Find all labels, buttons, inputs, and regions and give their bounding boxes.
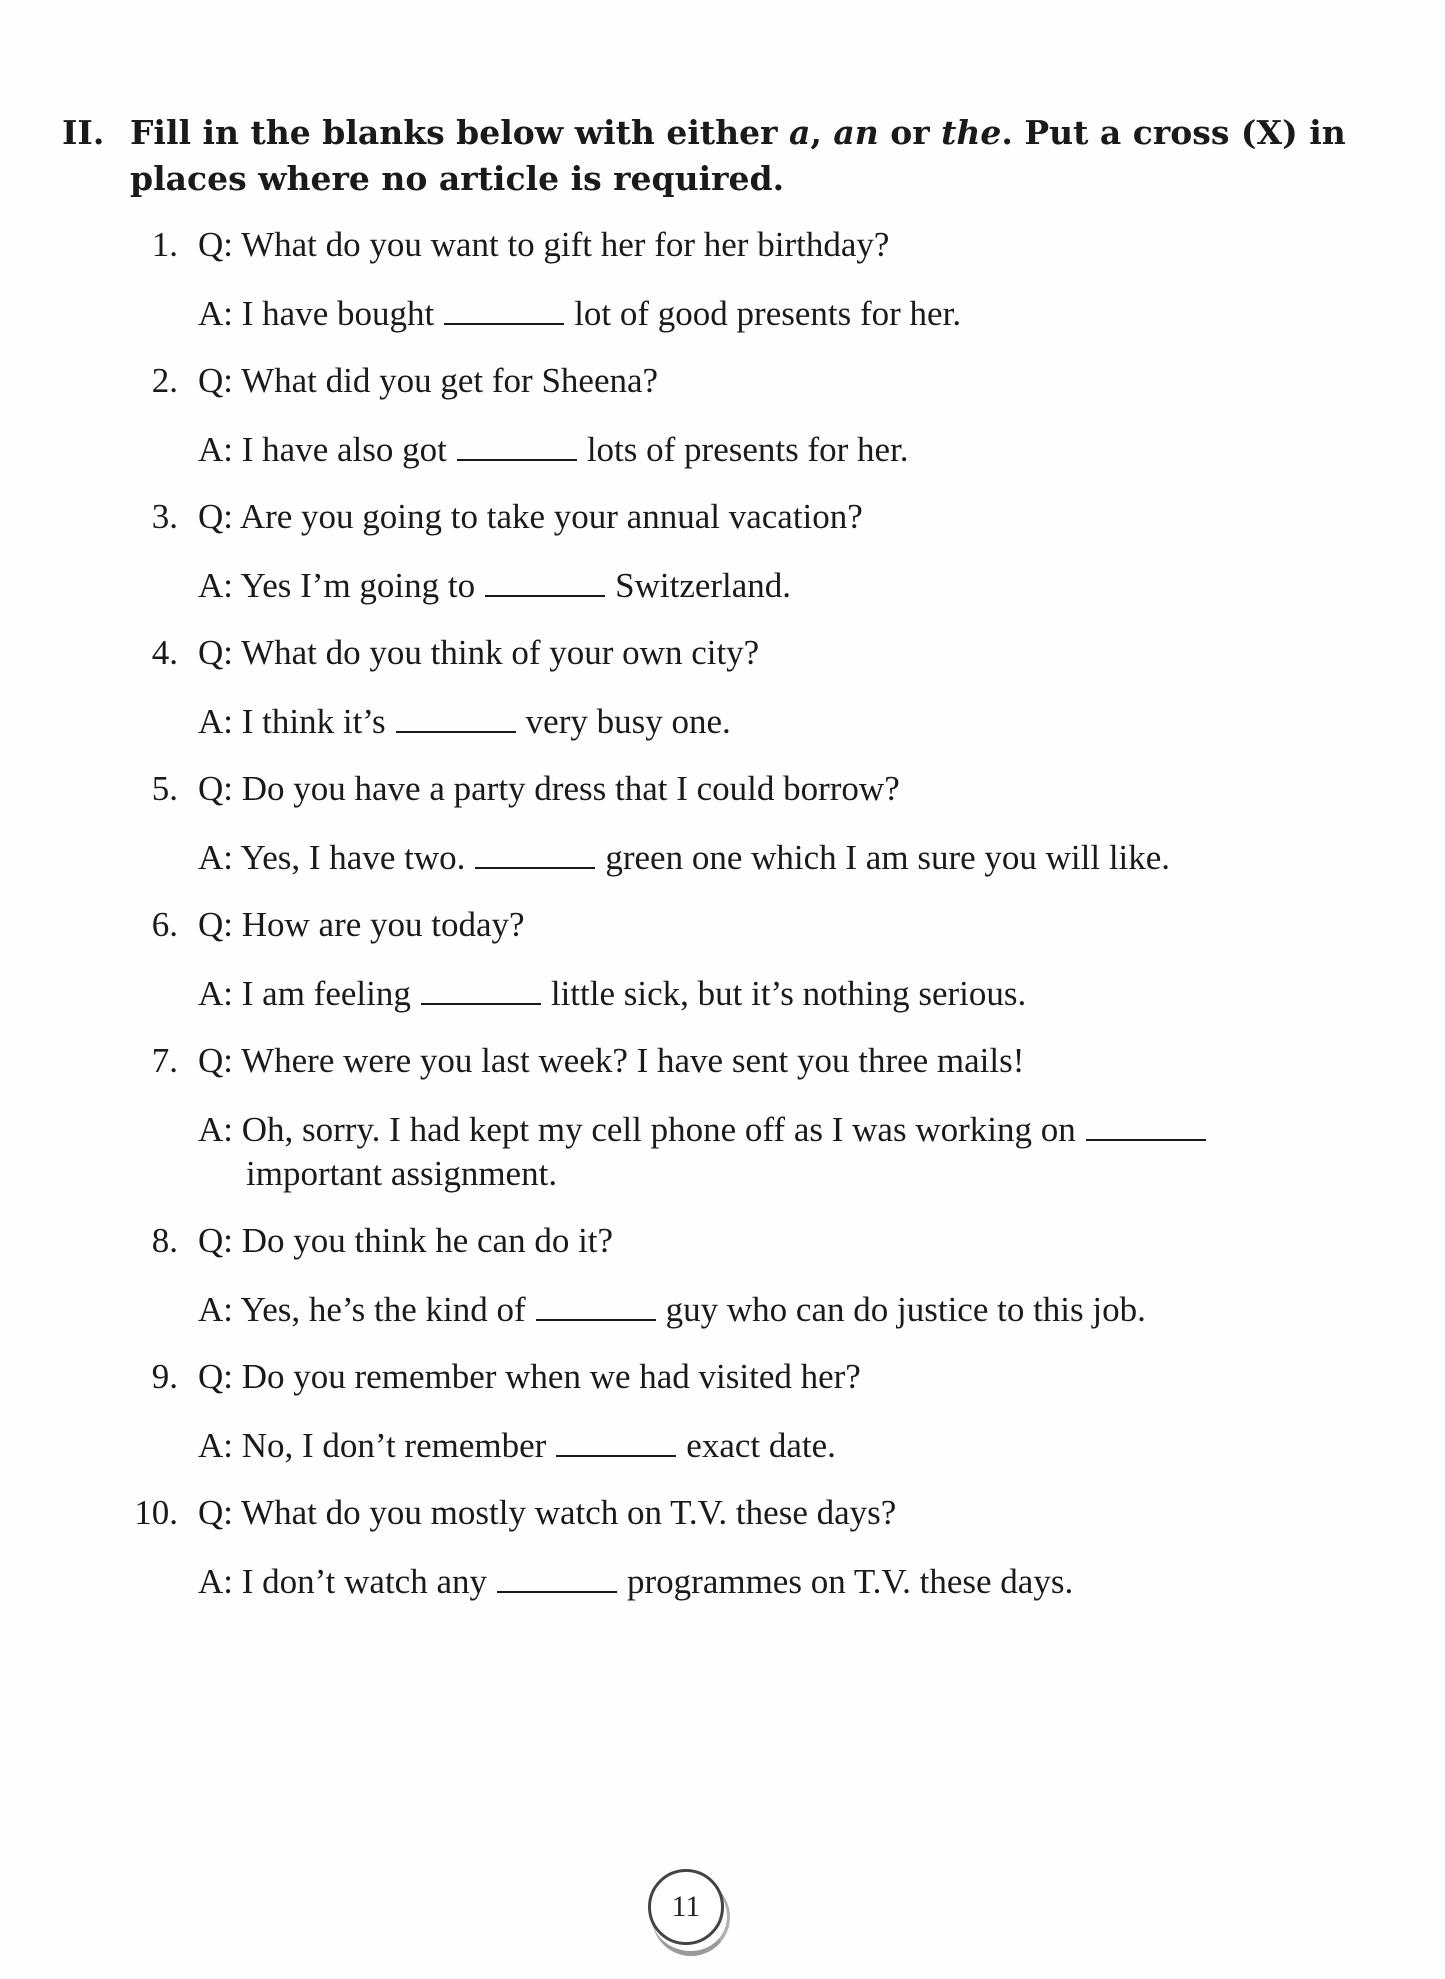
question-text: Q: Do you remember when we had visited her? <box>198 1357 861 1396</box>
answer-line: A: I am feeling little sick, but it’s nothing serious. <box>198 974 1027 1013</box>
answer-blank[interactable] <box>497 1561 617 1593</box>
question-text: Q: What do you mostly watch on T.V. these days? <box>198 1493 897 1532</box>
answer-blank[interactable] <box>485 565 605 597</box>
article-a: a <box>789 113 811 152</box>
question-item <box>132 1040 1332 1220</box>
question-item <box>132 1220 1332 1356</box>
answer-blank[interactable] <box>1086 1109 1206 1141</box>
answer-blank[interactable] <box>457 429 577 461</box>
answer-line: A: Yes I’m going to Switzerland. <box>198 566 792 605</box>
article-the: the <box>941 113 1002 152</box>
question-number: 10. <box>134 1493 178 1532</box>
question-text: Q: Do you have a party dress that I could borrow? <box>198 769 900 808</box>
section-numeral: II. <box>62 113 105 152</box>
article-an: an <box>833 113 879 152</box>
question-item <box>132 224 1332 360</box>
answer-line: A: Oh, sorry. I had kept my cell phone off as I was working on <box>198 1108 1216 1152</box>
question-text: Q: Do you think he can do it? <box>198 1221 614 1260</box>
question-number: 5. <box>151 769 178 808</box>
answer-blank[interactable] <box>444 293 564 325</box>
question-number: 1. <box>151 225 178 264</box>
question-text: Q: Are you going to take your annual vacation? <box>198 497 863 536</box>
question-item <box>132 904 1332 1040</box>
question-item <box>132 496 1332 632</box>
question-number: 9. <box>151 1357 178 1396</box>
question-item <box>132 632 1332 768</box>
answer-blank[interactable] <box>475 837 595 869</box>
question-item <box>132 360 1332 496</box>
answer-line: A: I have bought lot of good presents for her. <box>198 294 962 333</box>
question-number: 8. <box>151 1221 178 1260</box>
answer-blank[interactable] <box>421 973 541 1005</box>
answer-blank[interactable] <box>396 701 516 733</box>
answer-line: A: I don’t watch any programmes on T.V. these days. <box>198 1562 1074 1601</box>
question-number: 3. <box>151 497 178 536</box>
answer-line: A: No, I don’t remember exact date. <box>198 1426 836 1465</box>
question-item <box>132 1356 1332 1492</box>
question-item <box>132 768 1332 904</box>
section-heading <box>62 110 1352 202</box>
page-number: 11 <box>648 1869 724 1945</box>
question-text: Q: What do you think of your own city? <box>198 633 760 672</box>
answer-blank[interactable] <box>536 1289 656 1321</box>
answer-line: A: Yes, he’s the kind of guy who can do justice to this job. <box>198 1290 1146 1329</box>
answer-continuation: important assignment. <box>246 1154 558 1193</box>
question-number: 4. <box>151 633 178 672</box>
answer-line: A: I have also got lots of presents for her. <box>198 430 909 469</box>
answer-line: A: Yes, I have two. green one which I am sure you will like. <box>198 838 1171 877</box>
question-text: Q: What did you get for Sheena? <box>198 361 659 400</box>
question-text: Q: Where were you last week? I have sent you three mails! <box>198 1041 1025 1080</box>
answer-blank[interactable] <box>556 1425 676 1457</box>
question-item <box>132 1492 1332 1628</box>
question-text: Q: What do you want to gift her for her birthday? <box>198 225 890 264</box>
answer-line: A: I think it’s very busy one. <box>198 702 731 741</box>
section-instruction: Fill in the blanks below with either a, an or the. Put a cross (X) in places where no article is required. <box>130 113 1346 198</box>
question-text: Q: How are you today? <box>198 905 525 944</box>
question-number: 2. <box>151 361 178 400</box>
question-number: 6. <box>151 905 178 944</box>
question-number: 7. <box>151 1041 178 1080</box>
question-list <box>132 224 1332 1628</box>
